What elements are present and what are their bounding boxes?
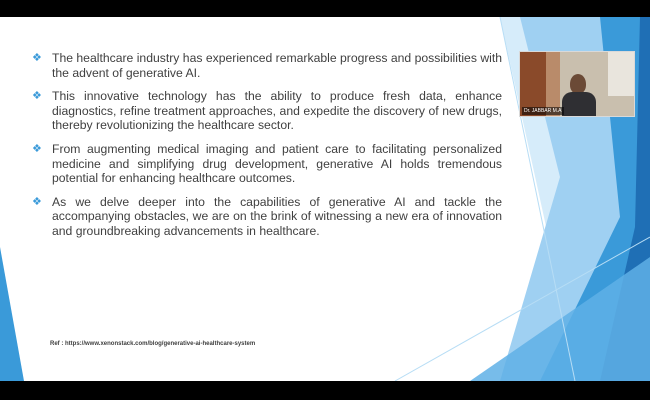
participant-head — [570, 74, 586, 94]
video-background-window — [608, 52, 634, 96]
bullet-item — [32, 51, 502, 80]
deco-shape-left — [0, 247, 24, 381]
bullet-text: This innovative technology has the ability to produce fresh data, enhance diagnostics, refine treatment approaches, and expedite the discovery of new drugs, thereby revolutionizing the healthcare sector. — [52, 89, 502, 133]
bullet-list — [32, 51, 502, 248]
bullet-text: From augmenting medical imaging and patient care to facilitating personalized medicine and simplifying drug development, generative AI holds tremendous potential for enhancing healthcare outcomes. — [52, 141, 502, 186]
participant-name-label: Dr. JABBAR M.A — [524, 108, 562, 114]
bullet-text: The healthcare industry has experienced remarkable progress and possibilities with the advent of generative AI. — [52, 51, 502, 80]
bullet-item — [32, 142, 502, 186]
bullet-diamond-icon: ❖ — [32, 52, 42, 64]
bullet-diamond-icon: ❖ — [32, 195, 42, 208]
bullet-diamond-icon: ❖ — [32, 142, 42, 155]
bullet-text: As we delve deeper into the capabilities of generative AI and tackle the accompanying obstacles, we are on the brink of witnessing a new era of innovation and groundbreaking advancements in healthcare. — [52, 194, 502, 238]
participant-video-tile[interactable] — [519, 51, 635, 117]
participant-body — [562, 92, 596, 117]
bullet-diamond-icon: ❖ — [32, 90, 42, 103]
bullet-item — [32, 89, 502, 133]
reference-link[interactable]: Ref : https://www.xenonstack.com/blog/generative-ai-healthcare-system — [50, 341, 256, 347]
bullet-item — [32, 195, 502, 239]
